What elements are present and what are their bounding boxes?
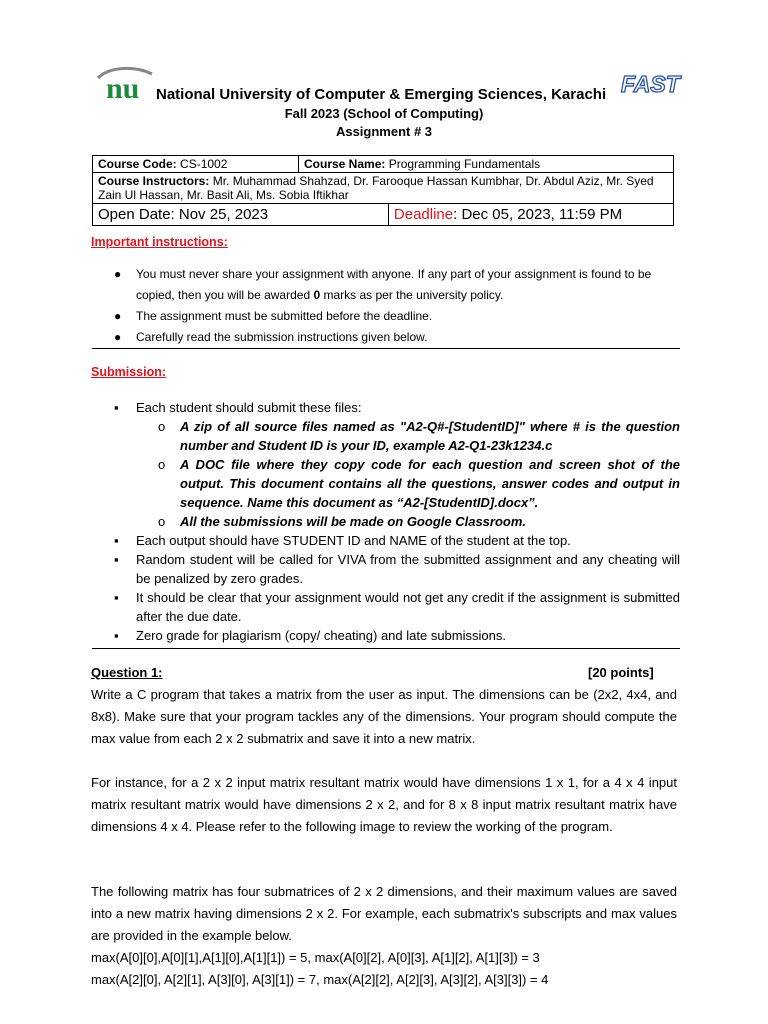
list-item: o A DOC file where they copy code for each question and screen shot of the output. This document contains all the questions, answer codes and output in sequence. Name this document as “A2-[StudentID].docx”. (158, 457, 680, 510)
assignment-title: Assignment # 3 (335, 124, 433, 139)
term-title: Fall 2023 (School of Computing) (284, 106, 484, 121)
open-date-cell: Open Date: Nov 25, 2023 (93, 204, 389, 226)
list-item: ▪ It should be clear that your assignment would not get any credit if the assignment is submitted after the due date. (114, 590, 680, 624)
svg-text:nu: nu (106, 72, 140, 105)
instructions-list (114, 264, 680, 348)
list-item: ▪ Each student should submit these files: o A zip of all source files named as "A2-Q#-[StudentID]" where # is the question number and Student ID is your ID, example A2-Q1-23k1234.c o A DOC file where they copy code for each question and screen shot of the output. This document contains all the questions, answer codes and output in sequence. Name this document as “A2-[StudentID].docx”. o All the submissions will be made on Google Classroom. (114, 400, 680, 529)
course-name-cell: Course Name: Programming Fundamentals (299, 156, 674, 173)
question-paragraph: Write a C program that takes a matrix from the user as input. The dimensions can be (2x2, 4x4, and 8x8). Make sure that your program tackles any of the dimensions. Your program should compute the max value from each 2 x 2 submatrix and save it into a new matrix. (91, 687, 677, 746)
list-item: ● The assignment must be submitted before the deadline. (114, 309, 433, 323)
question-paragraph: For instance, for a 2 x 2 input matrix resultant matrix would have dimensions 1 x 1, for a 4 x 4 input matrix resultant matrix would have dimensions 2 x 2, and for 8 x 8 input matrix resultant matrix have dimensions 4 x 4. Please refer to the following image to review the working of the program. (91, 775, 677, 834)
list-item: ▪ Random student will be called for VIVA from the submitted assignment and any cheating will be penalized by zero grades. (114, 552, 680, 586)
submission-heading: Submission: (91, 365, 167, 379)
svg-text:FAST: FAST (621, 71, 680, 97)
nu-logo (96, 64, 154, 104)
list-item: ● You must never share your assignment with anyone. If any part of your assignment is found to be copied, then you will be awarded 0 marks as per the university policy. (114, 267, 652, 302)
course-code-cell: Course Code: CS-1002 (93, 156, 299, 173)
instructions-heading: Important instructions: (91, 235, 228, 249)
list-item: ● Carefully read the submission instructions given below. (114, 330, 428, 344)
list-item: o A zip of all source files named as "A2-Q#-[StudentID]" where # is the question number and Student ID is your ID, example A2-Q1-23k1234.c (158, 419, 680, 453)
list-item: o All the submissions will be made on Google Classroom. (158, 514, 527, 529)
list-item: ▪ Each output should have STUDENT ID and NAME of the student at the top. (114, 533, 571, 548)
submission-list (114, 398, 680, 645)
deadline-cell: Deadline: Dec 05, 2023, 11:59 PM (388, 204, 673, 226)
fast-logo (620, 68, 680, 98)
question-points: [20 points] (588, 665, 654, 680)
course-info-table (92, 155, 674, 226)
example-line: max(A[0][0],A[0][1],A[1][0],A[1][1]) = 5, max(A[0][2], A[0][3], A[1][2], A[1][3]) = 3 (91, 950, 540, 965)
submission-files-list (136, 417, 680, 531)
divider (92, 648, 680, 649)
question-title: Question 1: (91, 665, 163, 680)
divider (92, 348, 680, 349)
university-name: National University of Computer & Emerging Sciences, Karachi (156, 86, 607, 103)
example-line: max(A[2][0], A[2][1], A[3][0], A[3][1]) = 7, max(A[2][2], A[2][3], A[3][2], A[3][3]) = 4 (91, 972, 549, 987)
list-item: ▪ Zero grade for plagiarism (copy/ cheating) and late submissions. (114, 628, 506, 643)
question-paragraph: The following matrix has four submatrices of 2 x 2 dimensions, and their maximum values are saved into a new matrix having dimensions 2 x 2. For example, each submatrix's subscripts and max values are provided in the example below. (91, 884, 677, 943)
instructors-cell: Course Instructors: Mr. Muhammad Shahzad, Dr. Farooque Hassan Kumbhar, Dr. Abdul Aziz, Mr. Syed Zain Ul Hassan, Mr. Basit Ali, Ms. Sobia Iftikhar (93, 173, 674, 204)
